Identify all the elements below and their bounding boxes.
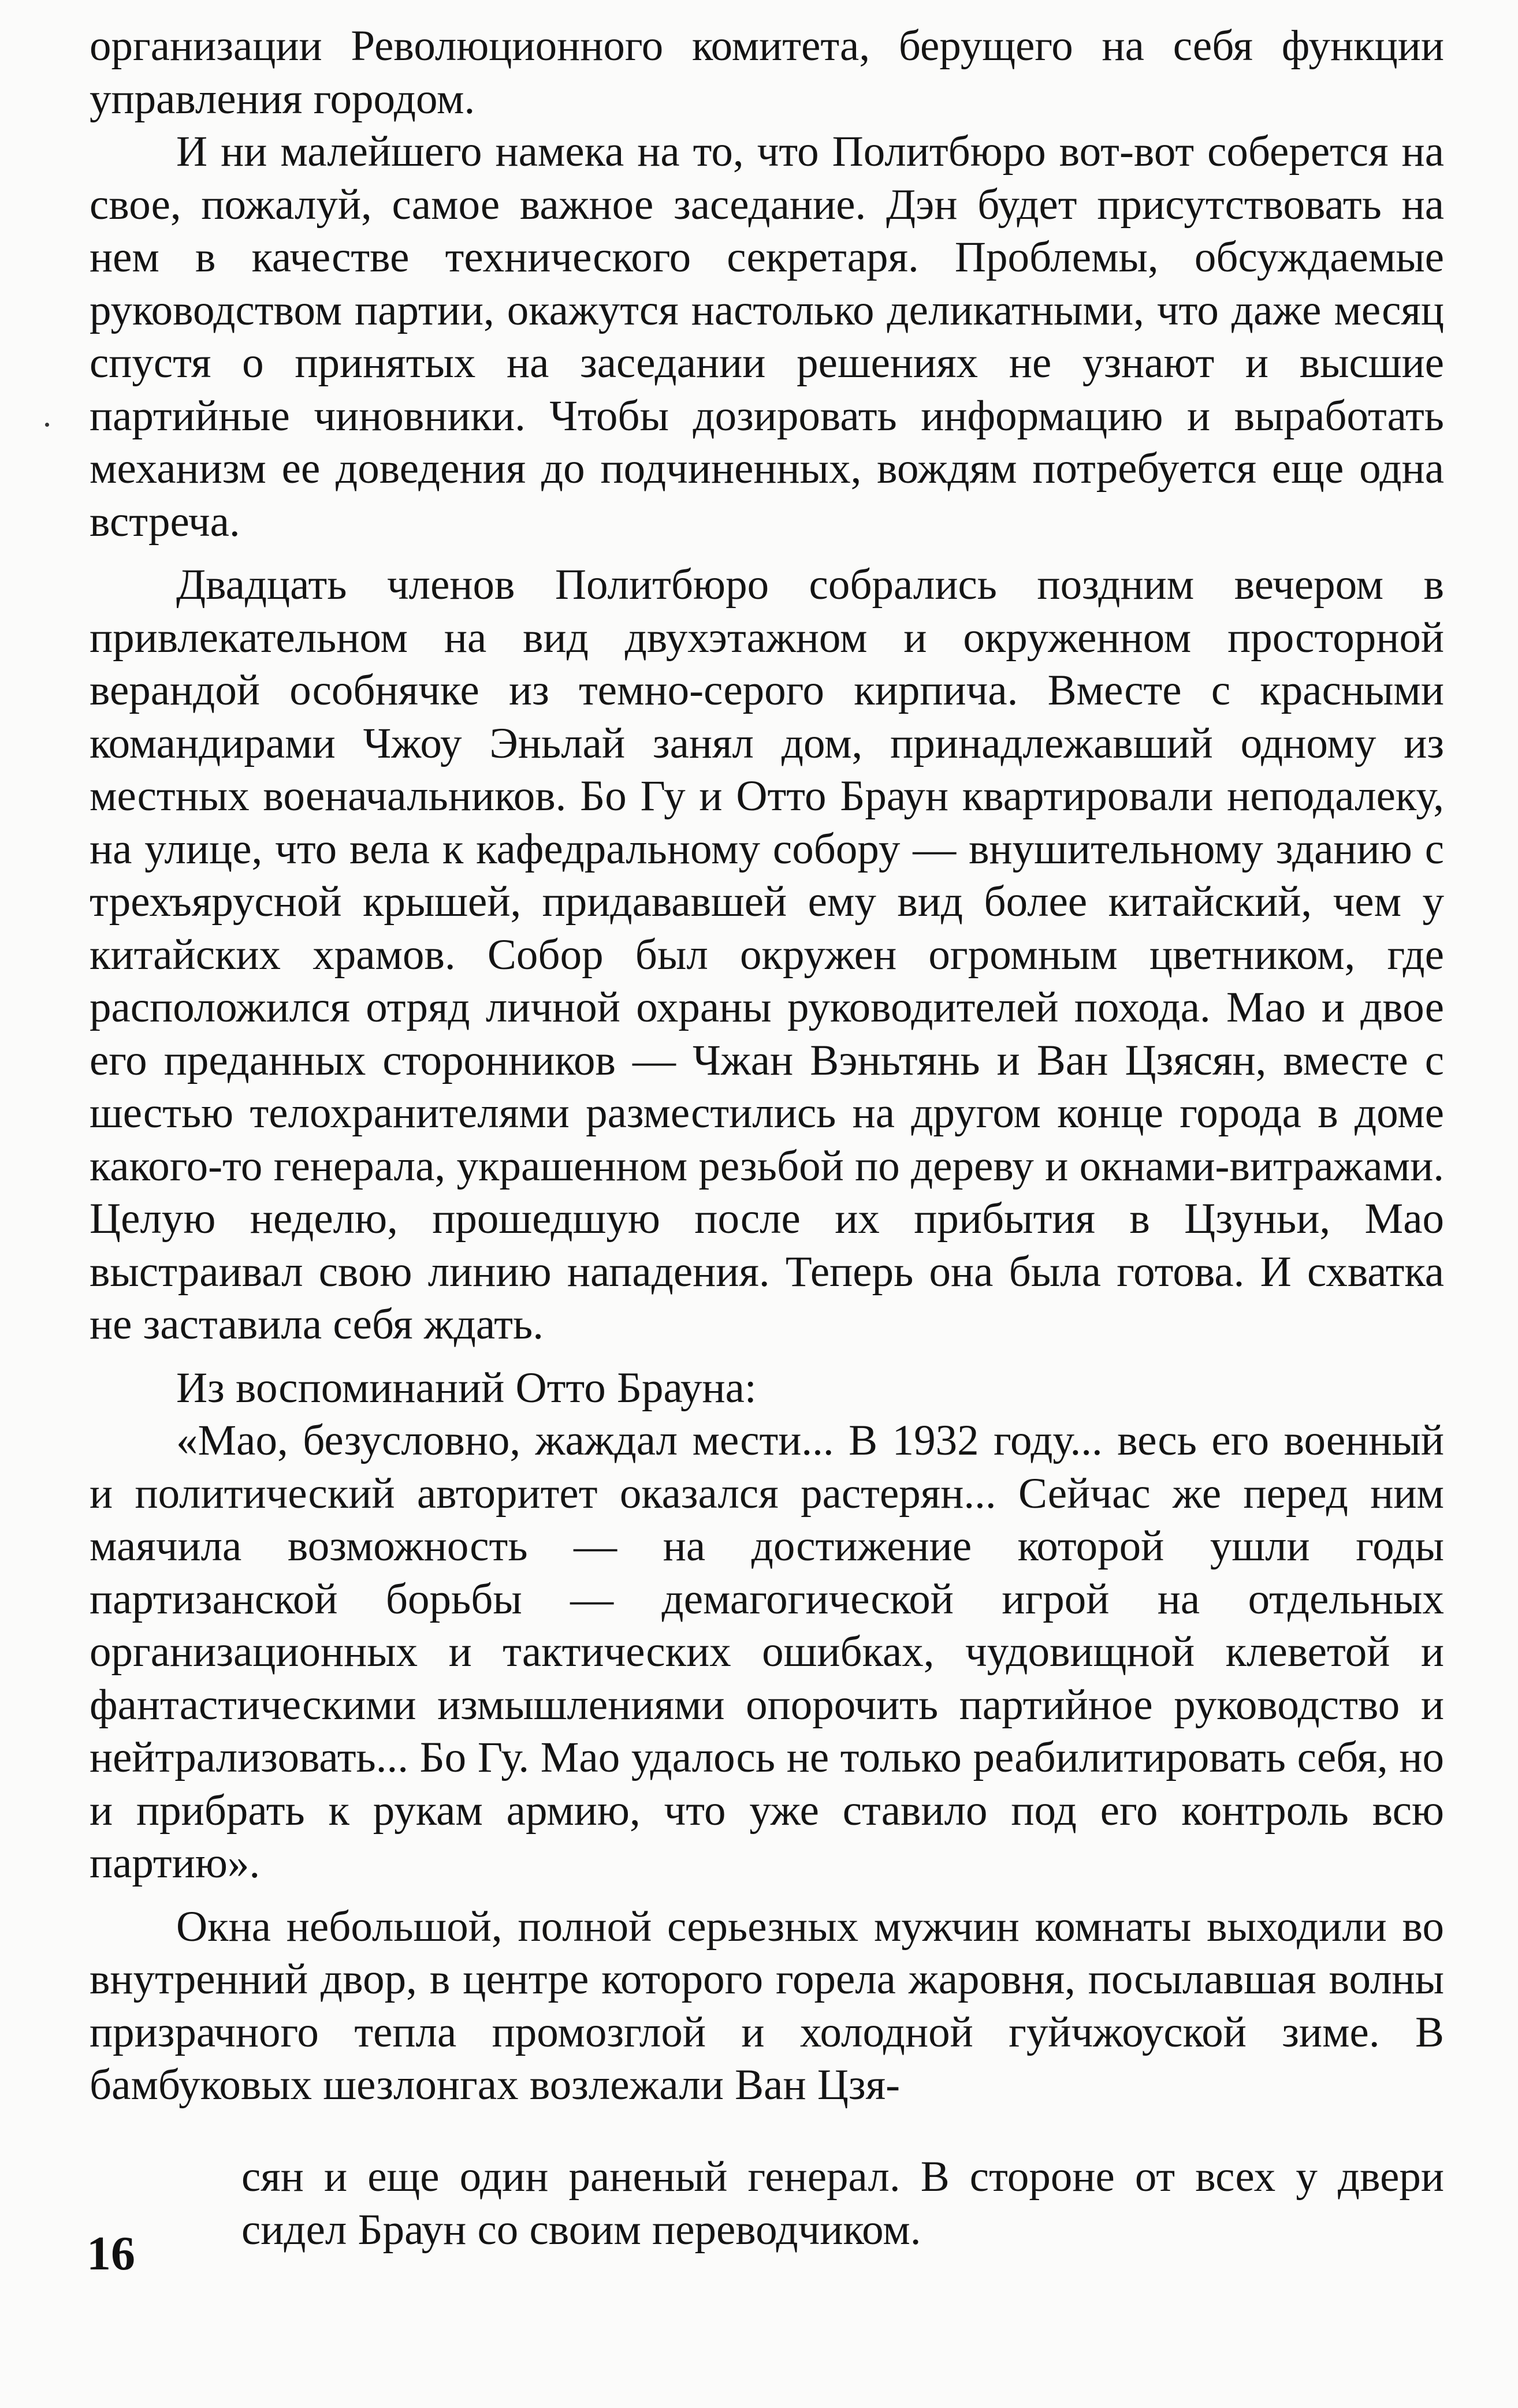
paragraph-2: И ни малейшего намека на то, что Политбюро вот-вот соберется на свое, пожалуй, самое важное заседание. Дэн будет присутствовать на нем в качестве технического секретаря. Проблемы, обсуждаемые руководством партии, окажутся настолько деликатными, что даже месяц спустя о принятых на заседании решениях не узнают и высшие партийные чиновники. Чтобы дозировать информацию и выработать механизм ее доведения до подчиненных, вождям потребуется еще одна встреча. [90,128,1444,546]
paragraph-4: Из воспоминаний Отто Брауна: [176,1363,757,1412]
main-text-block [90,20,1444,2122]
paragraph-3: Двадцать членов Политбюро собрались поздним вечером в привлекательном на вид двухэтажном и окруженном просторной верандой особнячке из темно-серого кирпича. Вместе с красными командирами Чжоу Эньлай занял дом, принадлежавший одному из местных военачальников. Бо Гу и Отто Браун квартировали неподалеку, на улице, что вела к кафедральному собору — внушительному зданию с трехъярусной крышей, придававшей ему вид более китайский, чем у китайских храмов. Собор был окружен огромным цветником, где расположился отряд личной охраны руководителей похода. Мао и двое его преданных сторонников — Чжан Вэньтянь и Ван Цзясян, вместе с шестью телохранителями разместились на другом конце города в доме какого-то генерала, украшенном резьбой по дереву и окнами-витражами. Целую неделю, прошедшую после их прибытия в Цзуньи, Мао выстраивал свою линию нападения. Теперь она была готова. И схватка не заставила себя ждать. [90,561,1444,1348]
page-number: 16 [87,2227,135,2280]
paragraph-1: организации Революционного комитета, берущего на себя функции управления городом. [90,22,1444,123]
paragraph-5-quote: «Мао, безусловно, жаждал мести... В 1932 году... весь его военный и политический авторитет оказался растерян... Сейчас же перед ним маячила возможность — на достижение которой ушли годы партизанской борьбы — демагогической игрой на отдельных организационных и тактических ошибках, чудовищной клеветой и фантастическими измышлениями опорочить партийное руководство и нейтрализовать... Бо Гу. Мао удалось не только реабилитировать себя, но и прибрать к рукам армию, что уже ставило под его контроль всю партию». [90,1417,1444,1887]
paragraph-6: Окна небольшой, полной серьезных мужчин комнаты выходили во внутренний двор, в центре которого горела жаровня, посылавшая волны призрачного тепла промозглой и холодной гуйчжоуской зиме. В бамбуковых шезлонгах возлежали Ван Цзя- [90,1902,1444,2109]
print-speck [45,423,49,427]
final-indented-block [241,2150,1444,2256]
paragraph-6-continuation: сян и еще один раненый генерал. В стороне от всех у двери сидел Браун со своим переводчиком. [241,2153,1444,2254]
